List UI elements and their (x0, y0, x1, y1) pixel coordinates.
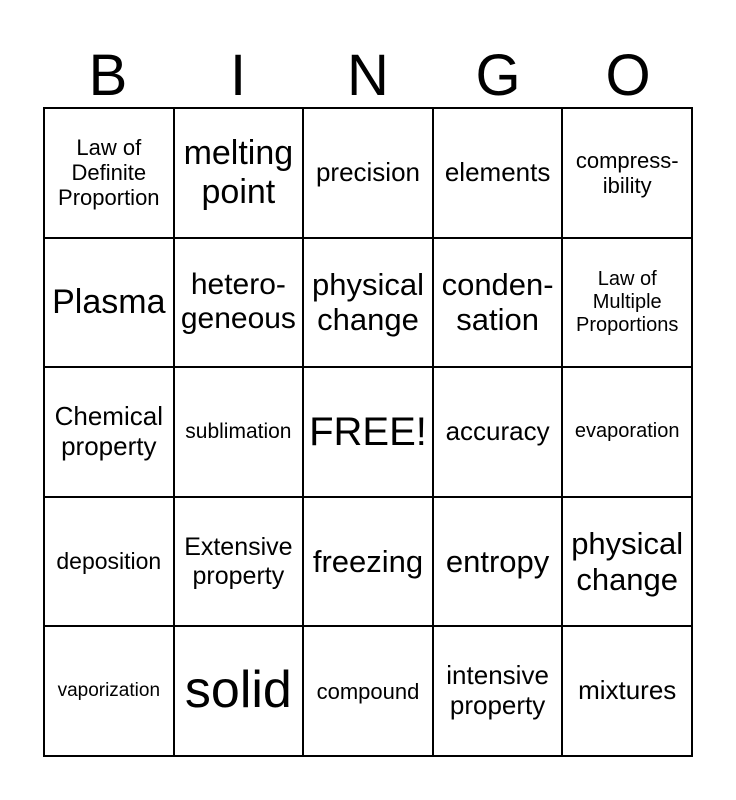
header-letter-g: G (475, 43, 521, 108)
bingo-cell: conden- sation (433, 238, 563, 368)
bingo-cell: mixtures (562, 626, 692, 756)
bingo-cell: Chemical property (44, 367, 174, 497)
bingo-cell: physical change (303, 238, 433, 368)
bingo-cell: solid (174, 626, 304, 756)
bingo-cell: hetero- geneous (174, 238, 304, 368)
bingo-cell: Extensive property (174, 497, 304, 627)
bingo-cell: entropy (433, 497, 563, 627)
header-letter-o: O (605, 43, 651, 108)
bingo-header (43, 44, 693, 108)
bingo-cell: Plasma (44, 238, 174, 368)
bingo-cell: accuracy (433, 367, 563, 497)
bingo-cell: elements (433, 108, 563, 238)
bingo-cell: Law of Multiple Proportions (562, 238, 692, 368)
bingo-cell: Law of Definite Proportion (44, 108, 174, 238)
bingo-cell: precision (303, 108, 433, 238)
bingo-cell: sublimation (174, 367, 304, 497)
free-space-cell: FREE! (303, 367, 433, 497)
bingo-cell: melting point (174, 108, 304, 238)
header-letter-i: I (229, 43, 247, 108)
bingo-cell: physical change (562, 497, 692, 627)
bingo-cell: evaporation (562, 367, 692, 497)
bingo-cell: freezing (303, 497, 433, 627)
bingo-cell: intensive property (433, 626, 563, 756)
bingo-cell: compound (303, 626, 433, 756)
header-letter-b: B (88, 43, 128, 108)
header-letter-n: N (347, 43, 389, 108)
bingo-cell: vaporization (44, 626, 174, 756)
bingo-card (43, 107, 693, 757)
bingo-cell: deposition (44, 497, 174, 627)
bingo-cell: compress- ibility (562, 108, 692, 238)
